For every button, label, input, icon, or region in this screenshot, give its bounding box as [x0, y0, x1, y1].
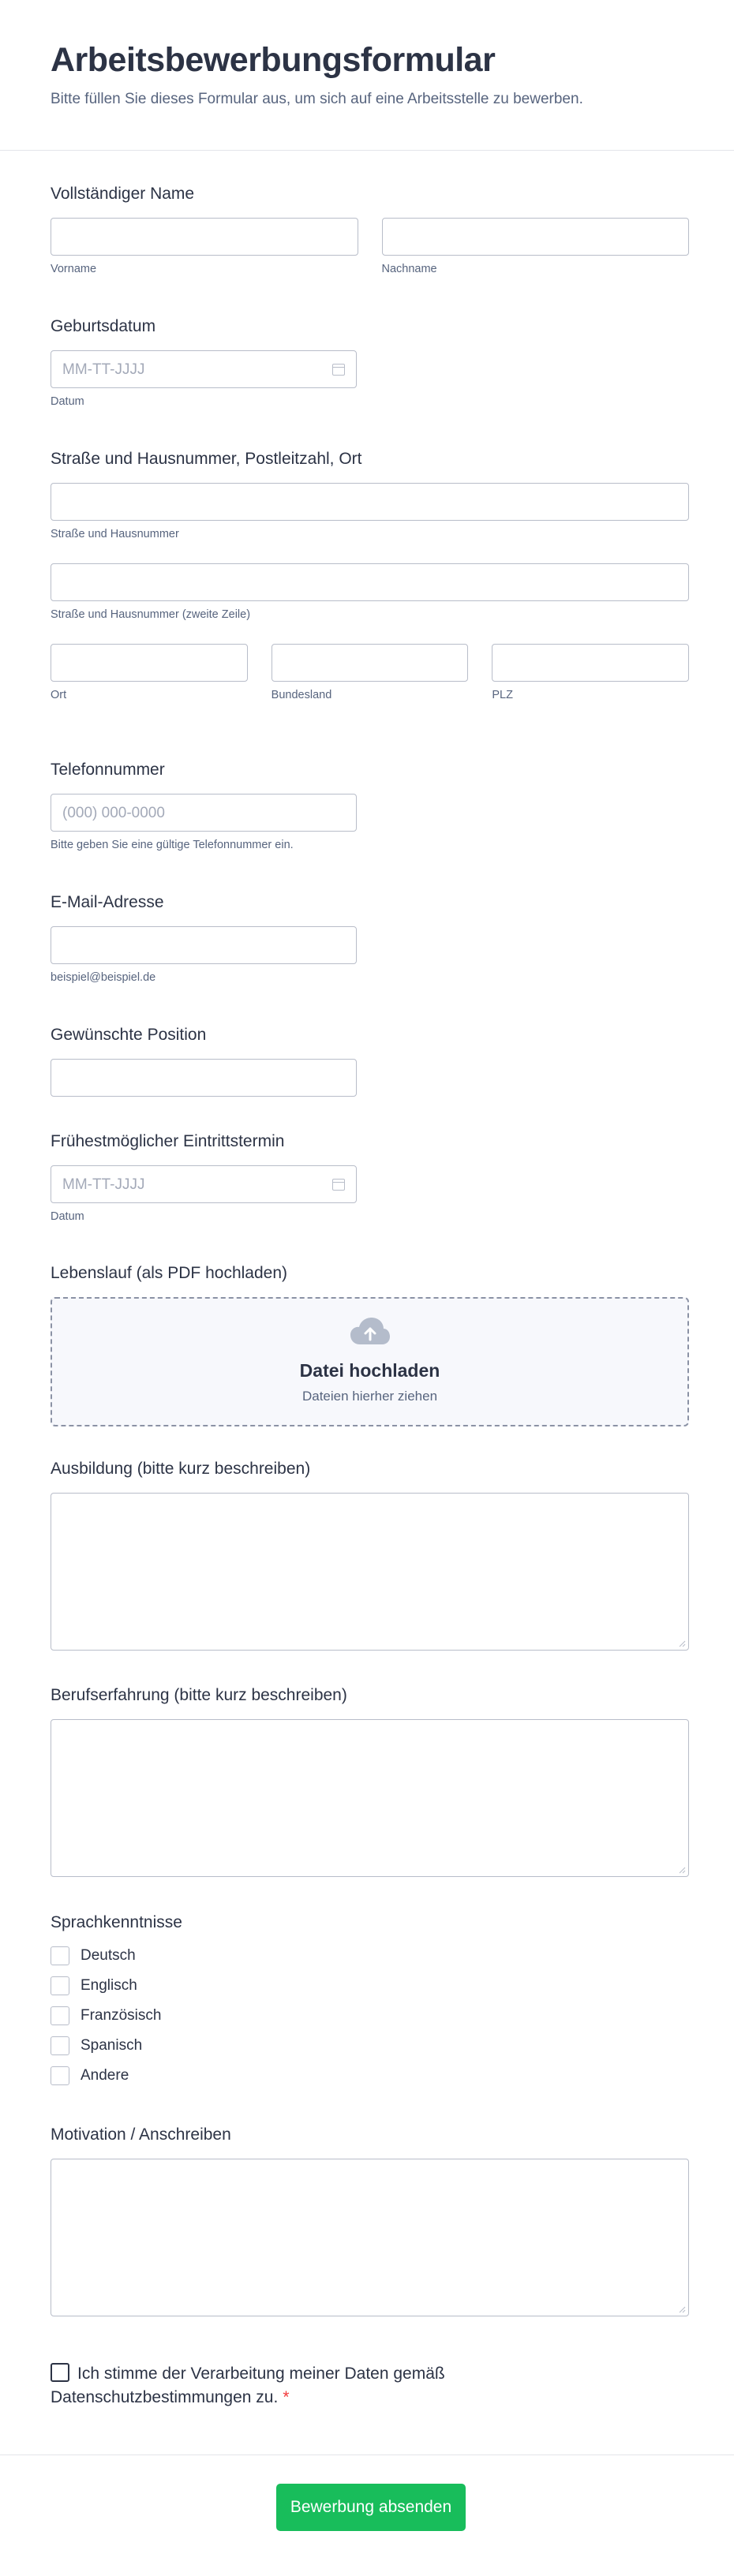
state-sublabel: Bundesland — [271, 689, 332, 701]
submit-button[interactable]: Bewerbung absenden — [276, 2484, 466, 2531]
languages-options — [51, 1941, 689, 2091]
cloud-upload-icon — [350, 1318, 390, 1346]
resize-grip-icon[interactable] — [679, 1640, 686, 1647]
resize-grip-icon[interactable] — [679, 1867, 686, 1874]
start-date-placeholder: MM-TT-JJJJ — [62, 1176, 145, 1193]
form-header — [0, 0, 734, 151]
experience-label: Berufserfahrung (bitte kurz beschreiben) — [51, 1686, 347, 1704]
birthdate-placeholder: MM-TT-JJJJ — [62, 361, 145, 378]
position-label: Gewünschte Position — [51, 1026, 207, 1044]
resume-field — [51, 1262, 689, 1426]
city-input[interactable] — [51, 644, 248, 682]
birthdate-input[interactable] — [51, 350, 357, 388]
zip-sublabel: PLZ — [492, 689, 513, 701]
birthdate-sublabel: Datum — [51, 395, 84, 408]
checkbox[interactable] — [51, 2066, 69, 2085]
languages-label: Sprachkenntnisse — [51, 1913, 182, 1931]
full-name-field — [51, 183, 689, 276]
start-date-sublabel: Datum — [51, 1210, 84, 1223]
first-name-sublabel: Vorname — [51, 263, 97, 275]
street2-sublabel: Straße und Hausnummer (zweite Zeile) — [51, 608, 251, 621]
consent-text: Ich stimme der Verarbeitung meiner Daten gemäß Datenschutzbestimmungen zu. — [51, 2365, 445, 2406]
checkbox-label: Französisch — [81, 2007, 162, 2024]
start-date-label: Frühestmöglicher Eintrittstermin — [51, 1132, 285, 1150]
checkbox[interactable] — [51, 1976, 69, 1995]
required-asterisk: * — [283, 2388, 290, 2406]
address-label: Straße und Hausnummer, Postleitzahl, Ort — [51, 450, 362, 468]
language-option-spanisch[interactable] — [51, 2031, 689, 2061]
calendar-icon[interactable] — [332, 1179, 345, 1191]
languages-field — [51, 1912, 689, 2091]
motivation-label: Motivation / Anschreiben — [51, 2125, 231, 2144]
language-option-andere[interactable] — [51, 2061, 689, 2091]
phone-field — [51, 759, 357, 852]
experience-field — [51, 1684, 689, 1877]
street2-input[interactable] — [51, 563, 689, 601]
last-name-sublabel: Nachname — [381, 263, 437, 275]
email-label: E-Mail-Adresse — [51, 893, 164, 911]
motivation-field — [51, 2124, 689, 2316]
checkbox-label: Spanisch — [81, 2037, 143, 2054]
resize-grip-icon[interactable] — [679, 2306, 686, 2313]
phone-label: Telefonnummer — [51, 761, 165, 779]
street-input[interactable] — [51, 483, 689, 521]
email-sublabel: beispiel@beispiel.de — [51, 971, 156, 984]
address-field — [51, 448, 689, 702]
consent-checkbox[interactable] — [51, 2363, 69, 2382]
birthdate-field — [51, 316, 357, 409]
start-date-input[interactable] — [51, 1165, 357, 1203]
language-option-franzoesisch[interactable] — [51, 2001, 689, 2031]
consent-field — [51, 2362, 492, 2410]
phone-input[interactable] — [51, 794, 357, 832]
checkbox-label: Deutsch — [81, 1947, 136, 1964]
full-name-label: Vollständiger Name — [51, 185, 195, 203]
checkbox[interactable] — [51, 2006, 69, 2025]
city-sublabel: Ort — [51, 689, 67, 701]
position-field — [51, 1024, 357, 1097]
education-textarea[interactable] — [51, 1493, 689, 1651]
phone-placeholder: (000) 000-0000 — [62, 805, 165, 821]
form-subtitle: Bitte füllen Sie dieses Formular aus, um sich auf eine Arbeitsstelle zu bewerben. — [51, 91, 583, 107]
zip-input[interactable] — [492, 644, 689, 682]
first-name-input[interactable] — [51, 218, 358, 256]
checkbox[interactable] — [51, 2036, 69, 2055]
email-input[interactable] — [51, 926, 357, 964]
language-option-deutsch[interactable] — [51, 1941, 689, 1971]
checkbox-label: Englisch — [81, 1977, 137, 1994]
checkbox[interactable] — [51, 1946, 69, 1965]
resume-label: Lebenslauf (als PDF hochladen) — [51, 1264, 288, 1282]
form-title: Arbeitsbewerbungsformular — [51, 41, 496, 79]
checkbox-label: Andere — [81, 2067, 129, 2084]
state-input[interactable] — [272, 644, 469, 682]
email-field — [51, 892, 357, 985]
education-field — [51, 1458, 689, 1651]
consent-checkbox-row[interactable] — [51, 2362, 492, 2410]
experience-textarea[interactable] — [51, 1719, 689, 1877]
upload-subtitle: Dateien hierher ziehen — [301, 1389, 438, 1404]
phone-sublabel: Bitte geben Sie eine gültige Telefonnummer ein. — [51, 839, 294, 851]
last-name-input[interactable] — [382, 218, 690, 256]
position-input[interactable] — [51, 1059, 357, 1097]
street-sublabel: Straße und Hausnummer — [51, 528, 179, 540]
start-date-field — [51, 1131, 357, 1224]
file-upload-dropzone[interactable] — [51, 1297, 689, 1426]
birthdate-label: Geburtsdatum — [51, 317, 156, 335]
language-option-englisch[interactable] — [51, 1971, 689, 2001]
footer-divider — [0, 2454, 734, 2455]
calendar-icon[interactable] — [332, 364, 345, 376]
education-label: Ausbildung (bitte kurz beschreiben) — [51, 1460, 311, 1478]
motivation-textarea[interactable] — [51, 2159, 689, 2316]
upload-title: Datei hochladen — [299, 1360, 440, 1381]
